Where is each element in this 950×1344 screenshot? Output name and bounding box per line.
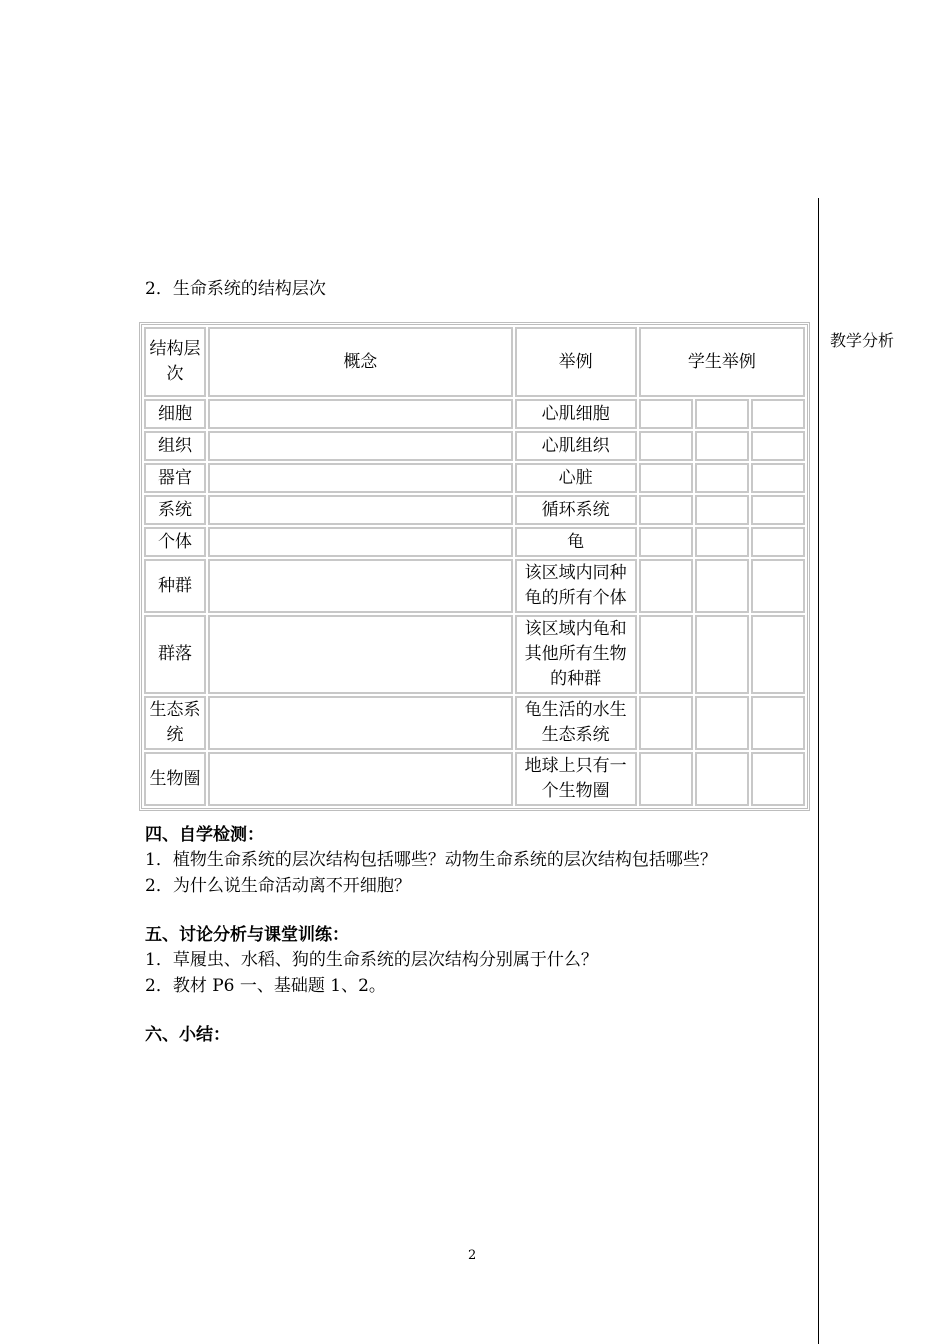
- level-cell: 生物圈: [144, 752, 206, 806]
- section5-question-2: 2．教材 P6 一、基础题 1、2。: [145, 976, 386, 996]
- student-cell: [639, 752, 693, 806]
- table-row: [144, 752, 805, 806]
- table-row: [144, 615, 805, 694]
- level-cell: 种群: [144, 559, 206, 613]
- section5-heading: 五、讨论分析与课堂训练：: [145, 925, 349, 945]
- student-cell: [695, 527, 749, 557]
- teaching-analysis-label: 教学分析: [830, 331, 895, 350]
- page-number: 2: [468, 1248, 477, 1263]
- student-cell: [751, 463, 805, 493]
- example-cell: 该区域内龟和其他所有生物的种群: [515, 615, 637, 694]
- concept-cell: [208, 431, 512, 461]
- level-cell: 细胞: [144, 399, 206, 429]
- section4-question-1: 1．植物生命系统的层次结构包括哪些？动物生命系统的层次结构包括哪些？: [145, 850, 717, 870]
- level-cell: 生态系统: [144, 696, 206, 750]
- header-example: 举例: [515, 327, 637, 397]
- student-cell: [751, 559, 805, 613]
- student-cell: [695, 559, 749, 613]
- student-cell: [639, 399, 693, 429]
- student-cell: [751, 752, 805, 806]
- structure-levels-table: [139, 322, 810, 811]
- header-level: 结构层次: [144, 327, 206, 397]
- table-row: [144, 559, 805, 613]
- example-cell: 龟生活的水生生态系统: [515, 696, 637, 750]
- example-cell: 心脏: [515, 463, 637, 493]
- student-cell: [695, 615, 749, 694]
- level-cell: 系统: [144, 495, 206, 525]
- section5-question-1: 1．草履虫、水稻、狗的生命系统的层次结构分别属于什么？: [145, 950, 598, 970]
- student-cell: [751, 431, 805, 461]
- concept-cell: [208, 615, 512, 694]
- example-cell: 循环系统: [515, 495, 637, 525]
- table-row: [144, 431, 805, 461]
- example-cell: 龟: [515, 527, 637, 557]
- concept-cell: [208, 495, 512, 525]
- example-cell: 地球上只有一个生物圈: [515, 752, 637, 806]
- example-cell: 该区域内同种龟的所有个体: [515, 559, 637, 613]
- student-cell: [639, 527, 693, 557]
- table-row: [144, 399, 805, 429]
- example-cell: 心肌细胞: [515, 399, 637, 429]
- table-row: [144, 463, 805, 493]
- concept-cell: [208, 463, 512, 493]
- student-cell: [639, 431, 693, 461]
- table-header-row: [144, 327, 805, 397]
- student-cell: [695, 399, 749, 429]
- header-concept: 概念: [208, 327, 512, 397]
- table-row: [144, 527, 805, 557]
- section6-heading: 六、小结：: [145, 1025, 230, 1045]
- level-cell: 器官: [144, 463, 206, 493]
- section-intro: 2．生命系统的结构层次: [145, 279, 326, 299]
- student-cell: [751, 495, 805, 525]
- margin-divider: [818, 198, 819, 1344]
- level-cell: 组织: [144, 431, 206, 461]
- level-cell: 个体: [144, 527, 206, 557]
- concept-cell: [208, 399, 512, 429]
- student-cell: [695, 431, 749, 461]
- student-cell: [639, 559, 693, 613]
- student-cell: [695, 696, 749, 750]
- concept-cell: [208, 696, 512, 750]
- student-cell: [751, 615, 805, 694]
- student-cell: [639, 615, 693, 694]
- student-cell: [751, 696, 805, 750]
- student-cell: [695, 495, 749, 525]
- student-cell: [639, 495, 693, 525]
- student-cell: [695, 463, 749, 493]
- level-cell: 群落: [144, 615, 206, 694]
- section4-heading: 四、自学检测：: [145, 825, 264, 845]
- concept-cell: [208, 752, 512, 806]
- student-cell: [639, 696, 693, 750]
- example-cell: 心肌组织: [515, 431, 637, 461]
- table-row: [144, 495, 805, 525]
- student-cell: [751, 399, 805, 429]
- table-row: [144, 696, 805, 750]
- section4-question-2: 2．为什么说生命活动离不开细胞？: [145, 876, 411, 896]
- student-cell: [751, 527, 805, 557]
- student-cell: [695, 752, 749, 806]
- concept-cell: [208, 559, 512, 613]
- student-cell: [639, 463, 693, 493]
- header-student-example: 学生举例: [639, 327, 805, 397]
- concept-cell: [208, 527, 512, 557]
